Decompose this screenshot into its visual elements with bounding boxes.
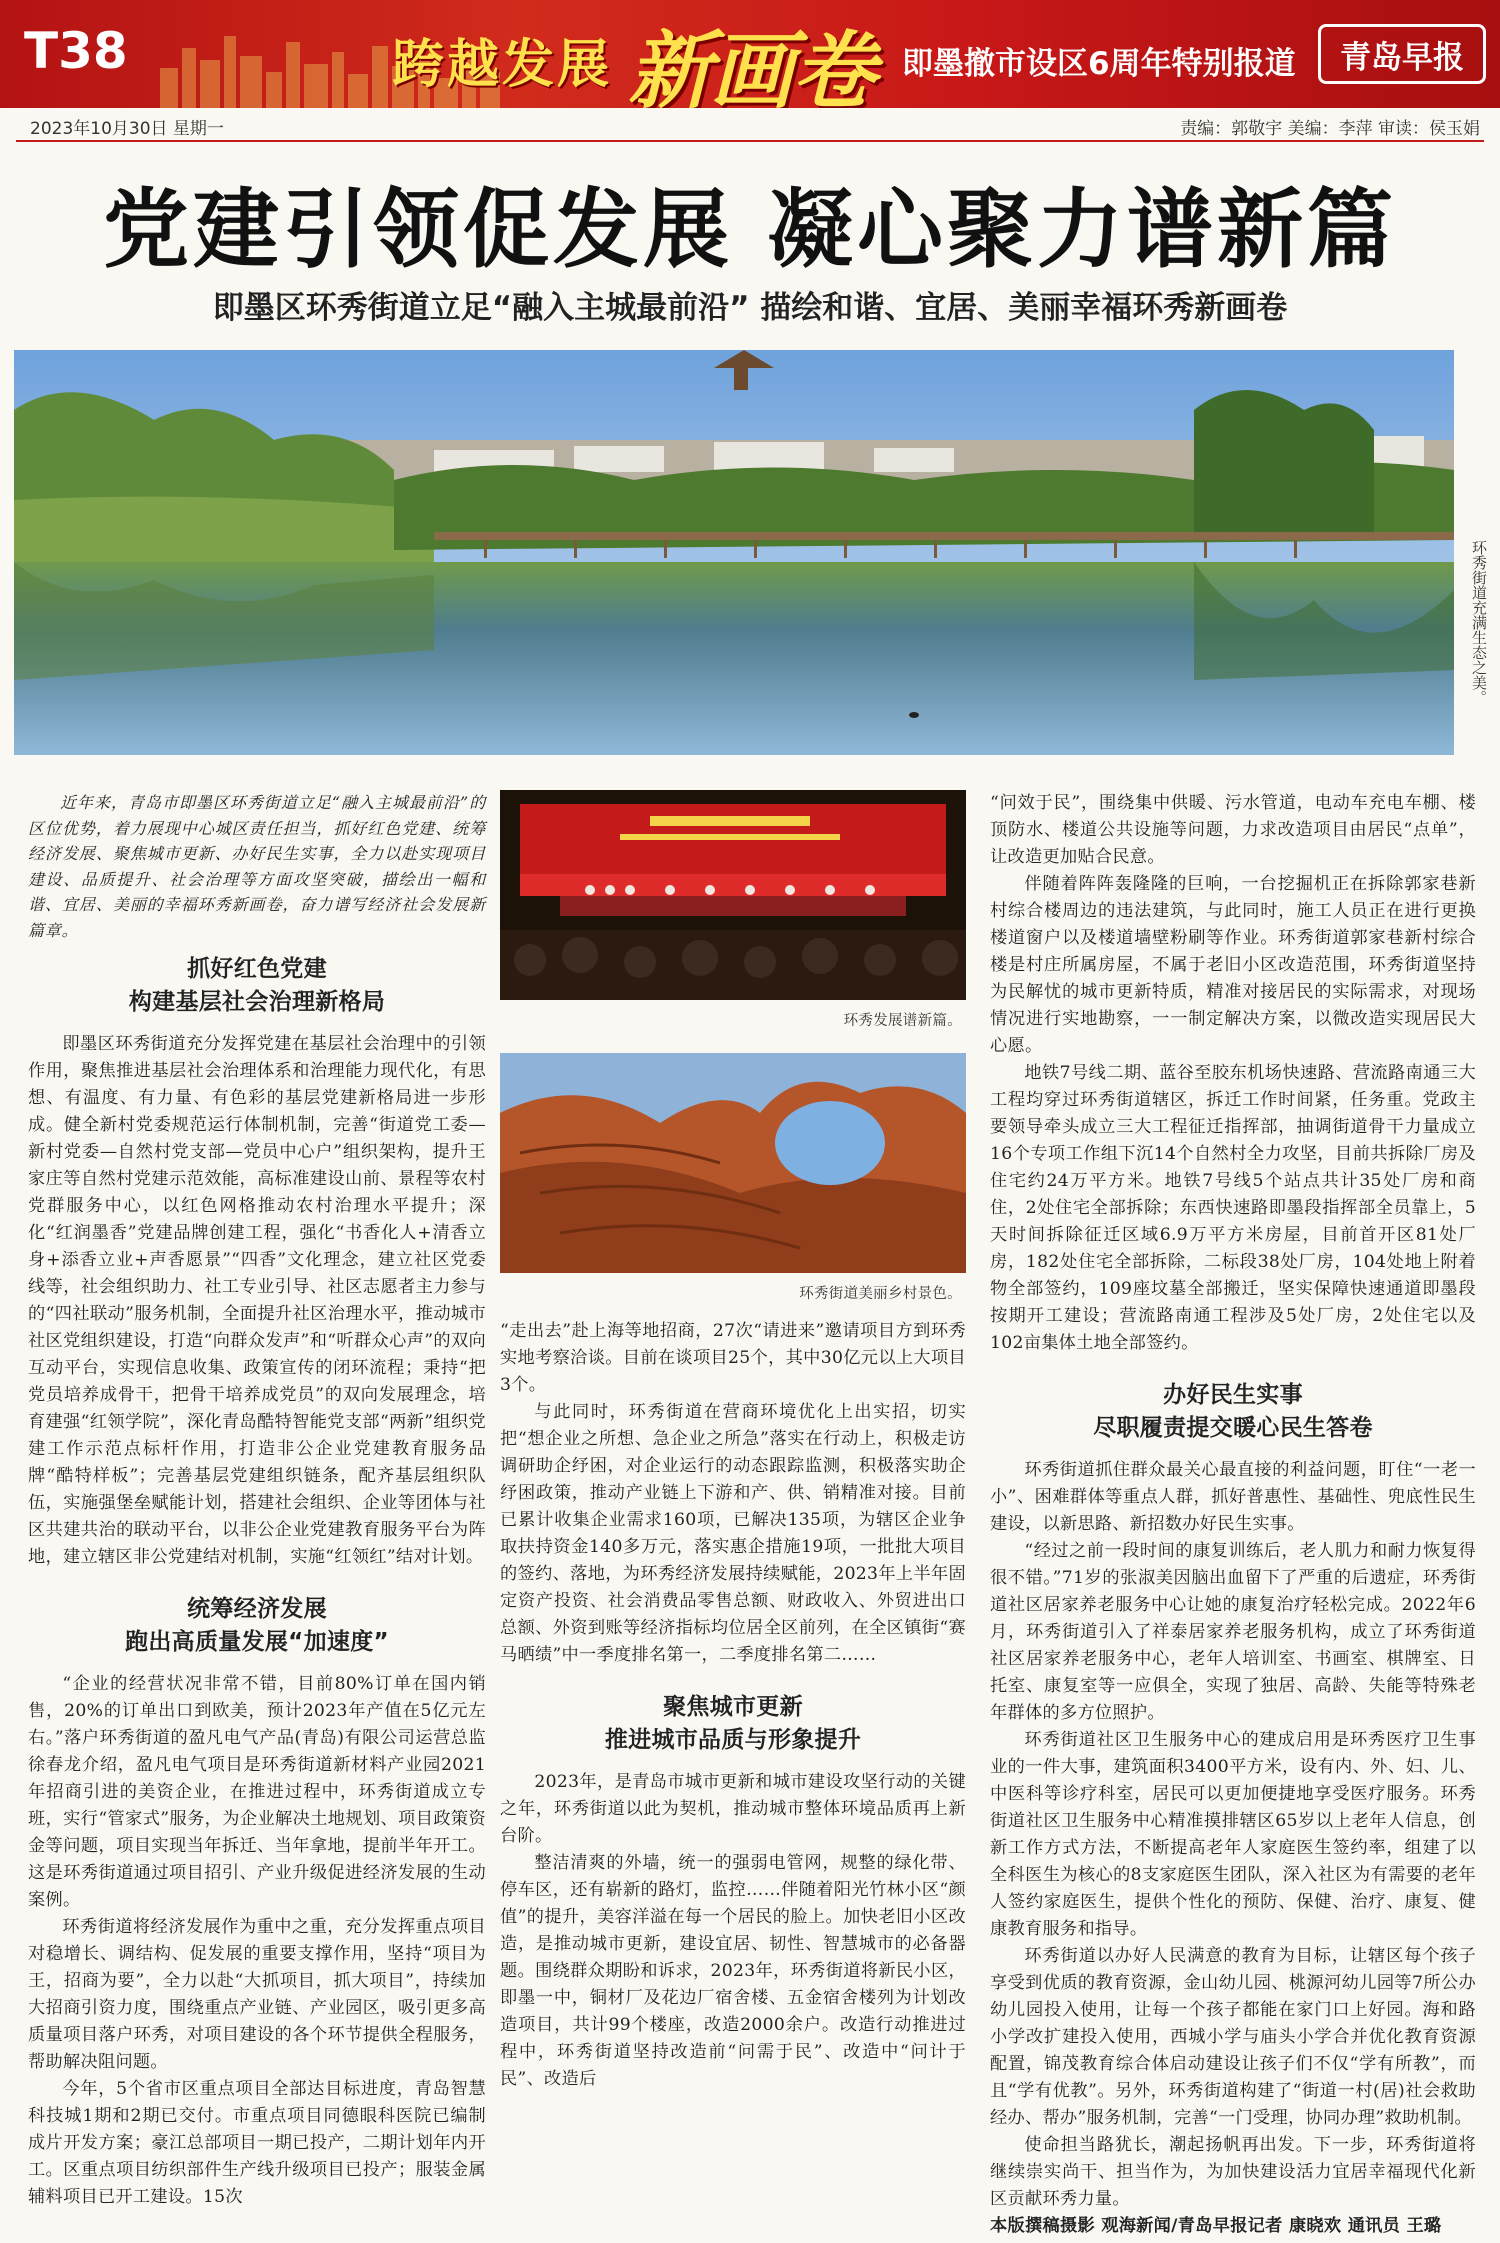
section-heading-line: 统筹经济发展: [187, 1596, 327, 1622]
issue-date: 2023年10月30日 星期一: [30, 119, 224, 139]
body-paragraph: 使命担当路犹长，潮起扬帆再出发。下一步，环秀街道将继续崇实尚干、担当作为，为加快建设活力宜居幸福现代化新区贡献环秀力量。: [990, 2135, 1476, 2209]
section-heading-line: 推进城市品质与形象提升: [604, 1727, 862, 1753]
column-3: [990, 790, 1476, 2240]
page-headline: 党建引领促发展 凝心聚力谱新篇: [103, 180, 1397, 280]
body-paragraph: 2023年，是青岛市城市更新和城市建设攻坚行动的关键之年，环秀街道以此为契机，推动城市整体环境品质再上新台阶。: [500, 1772, 966, 1846]
section-heading-urban-renewal: [500, 1691, 966, 1757]
lake-scenery-photo: [14, 350, 1454, 755]
body-paragraph: 与此同时，环秀街道在营商环境优化上出实招，切实把“想企业之所想、急企业之所急”落实在行动上，积极走访调研助企纾困，对企业运行的动态跟踪监测，积极落实助企纾困政策，推动产业链上下游和产、供、销精准对接。目前已累计收集企业需求160项，已解决135项，为辖区企业争取扶持资金140多万元，落实惠企措施19项，一批批大项目的签约、落地，为环秀经济发展持续赋能，2023年上半年固定资产投资、社会消费品零售总额、财政收入、外贸进出口总额、外资到账等经济指标均位居全区前列，在全区镇街“赛马晒绩”中一季度排名第一，二季度排名第二……: [500, 1402, 966, 1665]
body-paragraph: 地铁7号线二期、蓝谷至胶东机场快速路、营流路南通三大工程均穿过环秀街道辖区，拆迁工作时间紧，任务重。党政主要领导牵头成立三大工程征迁指挥部，抽调街道骨干力量成立16个专项工作组下沉14个自然村全力攻坚，目前共拆除厂房及住宅约24万平方米。地铁7号线5个站点共计35处厂房和商住，2处住宅全部拆除；东西快速路即墨段指挥部全员靠上，5天时间拆除征迁区域6.9万平方米房屋，目前首开区81处厂房，182处住宅全部拆除，二标段38处厂房，104处地上附着物全部签约，109座坟墓全部搬迁，坚实保障快速通道即墨段按期开工建设；营流路南通工程涉及5处厂房，2处住宅以及102亩集体土地全部签约。: [990, 1063, 1476, 1353]
body-paragraph: “经过之前一段时间的康复训练后，老人肌力和耐力恢复得很不错。”71岁的张淑美因脑出血留下了严重的后遗症，环秀街道社区居家养老服务中心让她的康复治疗轻松完成。2022年6月，环秀街道引入了祥泰居家养老服务机构，成立了环秀街道社区居家养老服务中心，老年人培训室、书画室、棋牌室、日托室、康复室等一应俱全，实现了独居、高龄、失能等特殊老年群体的多方位照护。: [990, 1541, 1476, 1723]
lead-paragraph: 近年来，青岛市即墨区环秀街道立足“融入主城最前沿”的区位优势，着力展现中心城区责任担当，抓好红色党建、统筹经济发展、聚焦城市更新、办好民生实事，全力以赴实现项目建设、品质提升、社会治理等方面攻坚突破，描绘出一幅和谐、宜居、美丽的幸福环秀新画卷，奋力谱写经济社会发展新篇章。: [28, 793, 486, 940]
body-paragraph: 整洁清爽的外墙，统一的强弱电管网，规整的绿化带、停车区，还有崭新的路灯，监控……伴随着阳光竹林小区“颜值”的提升，美容洋溢在每一个居民的脸上。加快老旧小区改造，是推动城市更新，建设宜居、韧性、智慧城市的必备器题。围绕群众期盼和诉求，2023年，环秀街道将新民小区，即墨一中，铜材厂及花边厂宿舍楼、五金宿舍楼列为计划改造项目，共计99个楼座，改造2000余户。改造行动推进过程中，环秀街道坚持改造前“问需于民”、改造中“问计于民”、改造后: [500, 1853, 966, 2089]
body-paragraph: “问效于民”，围绕集中供暖、污水管道，电动车充电车棚、楼顶防水、楼道公共设施等问题，力求改造项目由居民“点单”，让改造更加贴合民意。: [990, 793, 1476, 867]
body-paragraph: 伴随着阵阵轰隆隆的巨响，一台挖掘机正在拆除郭家巷新村综合楼周边的违法建筑，与此同时，施工人员正在进行更换楼道窗户以及楼道墙壁粉刷等作业。环秀街道郭家巷新村综合楼是村庄所属房屋，不属于老旧小区改造范围，环秀街道坚持为民解忧的城市更新特质，精准对接居民的实际需求，对现场情况进行实地勘察，一一制定解决方案，以微改造实现居民大心愿。: [990, 874, 1476, 1056]
column-1: [28, 790, 486, 2211]
page-banner: [0, 0, 1500, 108]
section-heading-line: 办好民生实事: [1163, 1382, 1303, 1408]
special-report-label: 即墨撤市设区6周年特别报道: [902, 46, 1296, 82]
stage-event-photo: [500, 790, 966, 1000]
main-photo-caption: 环秀街道充满生态之美。: [1470, 540, 1488, 705]
series-calligraphy: 新画卷: [628, 21, 875, 108]
page-number: T38: [24, 22, 128, 80]
section-heading-line: 聚焦城市更新: [663, 1694, 803, 1720]
body-paragraph: “走出去”赴上海等地招商，27次“请进来”邀请项目方到环秀实地考察洽谈。目前在谈项目25个，其中30亿元以上大项目3个。: [500, 1321, 966, 1395]
editor-credits: 责编：郭敬宇 美编：李萍 审读：侯玉娟: [1180, 119, 1480, 139]
body-paragraph: “企业的经营状况非常不错，目前80%订单在国内销售，20%的订单出口到欧美，预计2023年产值在5亿元左右。”落户环秀街道的盈凡电气产品(青岛)有限公司运营总监徐春龙介绍，盈凡电气项目是环秀街道新材料产业园2021年招商引进的美资企业，在推进过程中，环秀街道成立专班，实行“管家式”服务，为企业解决土地规划、项目政策资金等问题，项目实现当年拆迁、当年拿地，提前半年开工。这是环秀街道通过项目招引、产业升级促进经济发展的生动案例。: [28, 1674, 486, 1910]
body-paragraph: 即墨区环秀街道充分发挥党建在基层社会治理中的引领作用，聚焦推进基层社会治理体系和治理能力现代化，有思想、有温度、有力量、有色彩的基层党建新格局进一步形成。健全新村党委规范运行体制机制，完善“街道党工委—新村党委—自然村党支部—党员中心户”组织架构，提升王家庄等自然村党建示范效能，高标准建设山前、景程等农村党群服务中心，以红色网格推动农村治理水平提升；深化“红润墨香”党建品牌创建工程，强化“书香化人+清香立身+添香立业+声香愿景”“四香”文化理念，建立社区党委线等，社会组织助力、社工专业引导、社区志愿者主力参与的“四社联动”服务机制，全面提升社区治理水平，推动城市社区党组织建设，打造“向群众发声”和“听群众心声”的双向互动平台，实现信息收集、政策宣传的闭环流程；秉持“把党员培养成骨干，把骨干培养成党员”的双向发展理念，培育建强“红领学院”，深化青岛酷特智能党支部“两新”组织党建工作示范点标杆作用，打造非公企业党建教育服务品牌“酷特样板”；完善基层党建组织链条，配齐基层组织队伍，实施强堡垒赋能计划，搭建社会组织、企业等团体与社区共建共治的联动平台，以非公企业党建教育服务平台为阵地，建立辖区非公党建结对机制，实施“红领红”结对计划。: [28, 1034, 486, 1567]
section-heading-livelihood: [990, 1379, 1476, 1445]
series-title: 跨越发展: [392, 35, 613, 95]
body-paragraph: 今年，5个省市区重点项目全部达目标进度，青岛智慧科技城1期和2期已交付。市重点项目同德眼科医院已编制成片开发方案；豪江总部项目一期已投产，二期计划年内开工。区重点项目纺织部件生产线升级项目已投产；服装金属辅料项目已开工建设。15次: [28, 2079, 486, 2207]
column-2: [500, 790, 966, 2093]
section-heading-line: 尽职履责提交暖心民生答卷: [1093, 1415, 1373, 1441]
section-heading-line: 抓好红色党建: [187, 956, 327, 982]
rock-arch-photo: [500, 1053, 966, 1273]
section-heading-economy: [28, 1593, 486, 1659]
section-heading-line: 跑出高质量发展“加速度”: [125, 1629, 389, 1655]
photo2-caption: 环秀发展谱新篇。: [843, 1013, 962, 1029]
photo3-caption: 环秀街道美丽乡村景色。: [799, 1286, 962, 1302]
byline: 本版撰稿摄影 观海新闻/青岛早报记者 康晓欢 通讯员 王璐: [990, 2216, 1442, 2236]
body-paragraph: 环秀街道将经济发展作为重中之重，充分发挥重点项目对稳增长、调结构、促发展的重要支撑作用，坚持“项目为王，招商为要”，全力以赴“大抓项目，抓大项目”，持续加大招商引资力度，围绕重点产业链、产业园区，吸引更多高质量项目落户环秀，对项目建设的各个环节提供全程服务，帮助解决阻问题。: [28, 1917, 486, 2072]
header-rule: [16, 140, 1484, 142]
body-paragraph: 环秀街道以办好人民满意的教育为目标，让辖区每个孩子享受到优质的教育资源，金山幼儿园、桃源河幼儿园等7所公办幼儿园投入使用，让每一个孩子都能在家门口上好园。海和路小学改扩建投入使用，西城小学与庙头小学合并优化教育资源配置，锦茂教育综合体启动建设让孩子们不仅“学有所教”，而且“学有优教”。另外，环秀街道构建了“街道一村(居)社会救助经办、帮办”服务机制，完善“一门受理，协同办理”救助机制。: [990, 1946, 1476, 2128]
newspaper-logo: 青岛早报: [1318, 24, 1486, 84]
body-paragraph: 环秀街道抓住群众最关心最直接的利益问题，盯住“一老一小”、困难群体等重点人群，抓好普惠性、基础性、兜底性民生建设，以新思路、新招数办好民生实事。: [990, 1460, 1476, 1534]
page-subheadline: 即墨区环秀街道立足“融入主城最前沿” 描绘和谐、宜居、美丽幸福环秀新画卷: [212, 290, 1288, 326]
section-heading-party-building: [28, 953, 486, 1019]
section-heading-line: 构建基层社会治理新格局: [128, 989, 386, 1015]
body-paragraph: 环秀街道社区卫生服务中心的建成启用是环秀医疗卫生事业的一件大事，建筑面积3400平方米，设有内、外、妇、儿、中医科等诊疗科室，居民可以更加便捷地享受医疗服务。环秀街道社区卫生服务中心精准摸排辖区65岁以上老年人信息，创新工作方式方法，不断提高老年人家庭医生签约率，组建了以全科医生为核心的8支家庭医生团队，深入社区为有需要的老年人签约家庭医生，提供个性化的预防、保健、治疗、康复、健康教育服务和指导。: [990, 1730, 1476, 1939]
